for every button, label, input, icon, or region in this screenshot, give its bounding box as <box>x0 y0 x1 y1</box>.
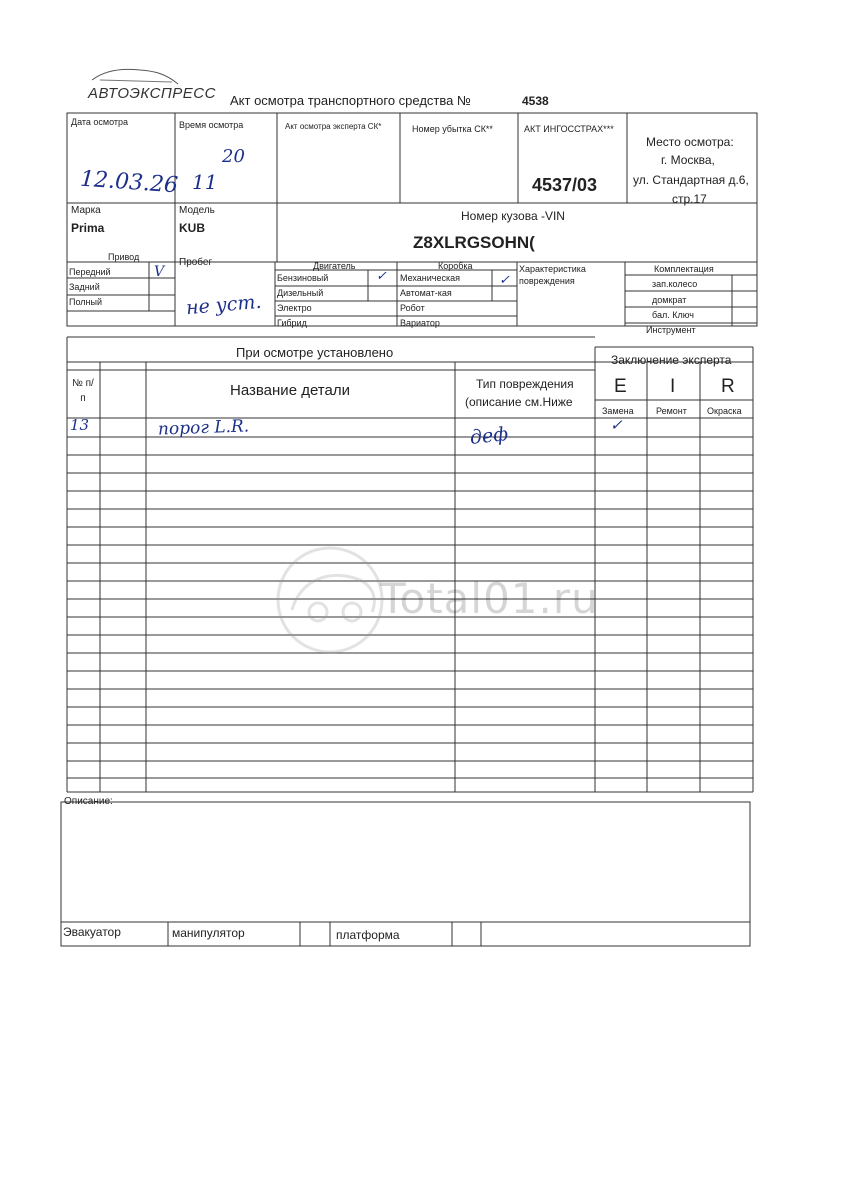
date-label: Дата осмотра <box>71 117 129 127</box>
mileage-label: Пробег <box>179 257 213 268</box>
kit-option-jack: домкрат <box>652 295 687 305</box>
col-damage-header-2: (описание см.Ниже <box>465 395 573 409</box>
date-value: 12.03.26 <box>79 166 179 199</box>
manipulator-label: манипулятор <box>172 926 245 940</box>
place-line1: г. Москва, <box>661 153 715 167</box>
place-line2: ул. Стандартная д.6, <box>633 173 749 187</box>
col-r-header: R <box>721 376 735 397</box>
engine-option-diesel: Дизельный <box>277 288 324 298</box>
kit-option-spare: зап.колесо <box>652 279 698 289</box>
kit-title: Комплектация <box>654 264 714 274</box>
col-e-sub: Замена <box>602 406 634 416</box>
platform-label: платформа <box>336 928 400 942</box>
watermark-text: Total01.ru <box>380 574 599 623</box>
damage-char-label: Характеристика повреждения <box>519 264 586 286</box>
vin-value: Z8XLRGSOHN( <box>413 233 535 252</box>
col-e-header: E <box>614 376 627 397</box>
mileage-value: не уст. <box>185 290 263 320</box>
time-minutes: 20 <box>222 146 245 167</box>
gearbox-checkmark: ✓ <box>499 273 510 288</box>
ingos-act-label: АКТ ИНГОССТРАХ*** <box>524 124 614 134</box>
watermark-logo-icon <box>278 548 382 652</box>
place-line3: стр.17 <box>672 192 707 206</box>
gearbox-option-cvt: Вариатор <box>400 318 440 328</box>
engine-option-hybrid: Гибрид <box>277 318 307 328</box>
evacuator-label: Эвакуатор <box>63 925 121 939</box>
col-number-header: № п/п <box>72 378 94 404</box>
loss-number-label: Номер убытка СК** <box>412 124 493 134</box>
gearbox-option-auto: Автомат-кая <box>400 288 452 298</box>
brand-label: Марка <box>71 205 101 216</box>
engine-option-electric: Электро <box>277 303 312 313</box>
gearbox-title: Коробка <box>438 261 473 271</box>
gearbox-option-manual: Механическая <box>400 273 461 283</box>
company-logo: АВТОЭКСПРЕСС <box>88 85 216 102</box>
brand-value: Prima <box>71 221 105 235</box>
engine-option-petrol: Бензиновый <box>277 273 329 283</box>
drive-title: Привод <box>108 252 140 262</box>
row-1-part: порог L.R. <box>157 416 250 440</box>
col-i-header: I <box>670 376 676 397</box>
row-1-damage: деф <box>468 423 510 449</box>
col-r-sub: Окраска <box>707 406 742 416</box>
model-value: KUB <box>179 221 205 235</box>
col-i-sub: Ремонт <box>656 406 687 416</box>
drive-option-full: Полный <box>69 297 102 307</box>
engine-title: Двигатель <box>313 261 356 271</box>
findings-header: При осмотре установлено <box>236 345 394 360</box>
drive-option-front: Передний <box>69 267 111 277</box>
time-hours: 11 <box>192 170 218 194</box>
drive-option-rear: Задний <box>69 282 100 292</box>
conclusion-header: Заключение эксперта <box>611 353 732 367</box>
document-title: Акт осмотра транспортного средства № <box>230 93 471 108</box>
model-label: Модель <box>179 205 215 216</box>
ingos-act-value: 4537/03 <box>532 175 598 195</box>
time-label: Время осмотра <box>179 120 244 130</box>
gearbox-option-robot: Робот <box>400 303 425 313</box>
col-damage-header-1: Тип повреждения <box>476 377 574 391</box>
engine-checkmark: ✓ <box>376 269 387 284</box>
act-number: 4538 <box>522 94 549 108</box>
kit-option-wrench: бал. Ключ <box>652 310 694 320</box>
kit-option-tools: Инструмент <box>646 325 696 335</box>
vin-label: Номер кузова -VIN <box>461 209 565 223</box>
place-label: Место осмотра: <box>646 135 734 149</box>
expert-act-label: Акт осмотра эксперта СК* <box>285 122 382 131</box>
row-1-number: 13 <box>70 416 90 434</box>
col-part-header: Название детали <box>230 382 350 399</box>
row-1-replace-mark: ✓ <box>610 416 623 434</box>
description-label: Описание: <box>64 796 113 807</box>
drive-checkmark: V <box>154 264 165 280</box>
